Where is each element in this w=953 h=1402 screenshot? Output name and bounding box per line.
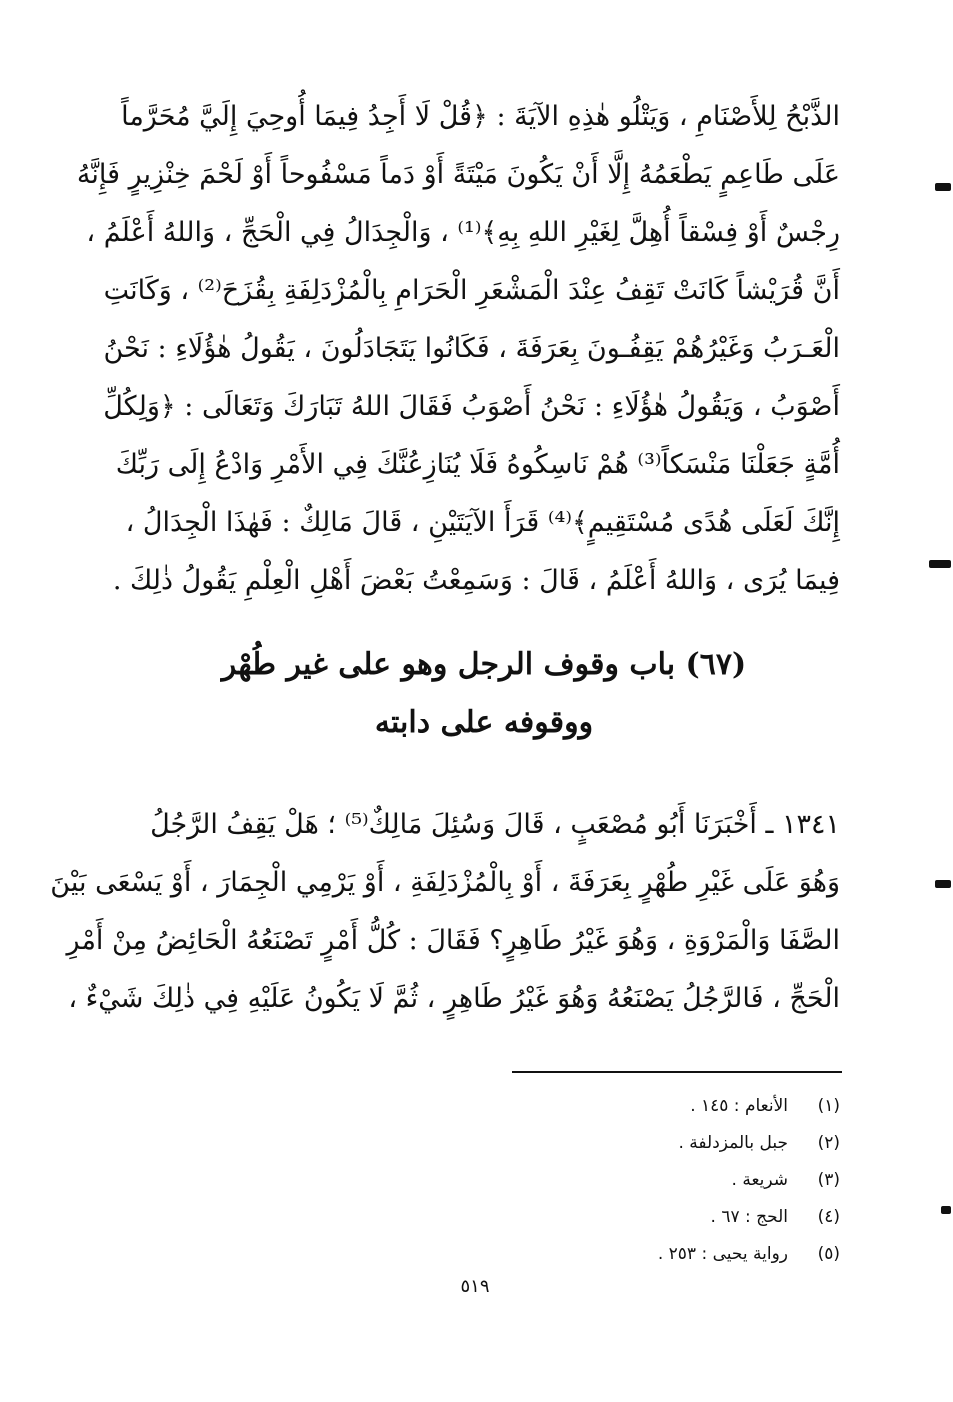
chapter-heading-line-1: (٦٧) باب وقوف الرجل وهو على غير طُهْر bbox=[221, 647, 747, 682]
text-line: أَنَّ قُرَيْشاً كَانَتْ تَقِفُ عِنْدَ الْمَشْعَرِ الْحَرَامِ بِالْمُزْدَلِفَةِ بِقُزَحَ⁽²⁾ ، وَكَانَتِ bbox=[103, 275, 840, 306]
footnote-number: (١) bbox=[817, 1096, 840, 1116]
scan-edge-mark bbox=[935, 880, 951, 888]
footnote-number: (٥) bbox=[817, 1244, 840, 1264]
page-number: ٥١٩ bbox=[460, 1276, 490, 1297]
footnote-number: (٢) bbox=[817, 1133, 840, 1153]
text-line: الصَّفَا وَالْمَرْوَةِ ، وَهُوَ غَيْرُ طَاهِرٍ؟ فَقَالَ : كُلُّ أَمْرٍ تَصْنَعُهُ الْحَائِضُ مِنْ أَمْرِ bbox=[66, 925, 840, 956]
footnote-item bbox=[400, 1162, 840, 1199]
text-line: فِيمَا يُرَى ، وَاللهُ أَعْلَمُ ، قَالَ : وَسَمِعْتُ بَعْضَ أَهْلِ الْعِلْمِ يَقُولُ ذٰلِكَ . bbox=[112, 565, 840, 596]
footnote-number: (٤) bbox=[817, 1207, 840, 1227]
chapter-heading bbox=[128, 636, 840, 752]
text-line: الْعَـرَبُ وَغَيْرُهُمْ يَقِفُـونَ بِعَرَفَةَ ، فَكَانُوا يَتَجَادَلُونَ ، يَقُولُ هٰؤُلَاءِ : نَحْنُ bbox=[103, 333, 840, 364]
footnote-number: (٣) bbox=[817, 1170, 840, 1190]
top-paragraph bbox=[76, 88, 840, 610]
footnote-text: رواية يحيى : ٢٥٣ . bbox=[657, 1244, 788, 1264]
footnote-item bbox=[400, 1125, 840, 1162]
footnote-item bbox=[400, 1199, 840, 1236]
text-line: أَصْوَبُ ، وَيَقُولُ هٰؤُلَاءِ : نَحْنُ أَصْوَبُ فَقَالَ اللهُ تَبَارَكَ وَتَعَالَى : ﴿وَلِكُلِّ bbox=[103, 391, 840, 422]
footnote-divider bbox=[512, 1071, 842, 1073]
footnote-item bbox=[400, 1236, 840, 1273]
chapter-heading-line-2: ووقوفه على دابته bbox=[374, 705, 594, 740]
footnote-item bbox=[400, 1088, 840, 1125]
scan-edge-mark bbox=[929, 560, 951, 568]
footnote-text: الحج : ٦٧ . bbox=[710, 1207, 788, 1227]
text-line: عَلَى طَاعِمٍ يَطْعَمُهُ إِلَّا أَنْ يَكُونَ مَيْتَةً أَوْ دَماً مَسْفُوحاً أَوْ لَحْمَ خِنْزِيرٍ فَإِنَّهُ bbox=[76, 159, 840, 190]
footnotes bbox=[400, 1088, 840, 1273]
text-line: إِنَّكَ لَعَلَى هُدًى مُسْتَقِيمٍ﴾⁽⁴⁾ قَرَأَ الآيَتَيْنِ ، قَالَ مَالِكٌ : فَهٰذَا الْجِدَالُ ، bbox=[125, 507, 840, 538]
footnote-text: شريعة . bbox=[731, 1170, 788, 1190]
footnote-text: الأنعام : ١٤٥ . bbox=[690, 1096, 788, 1116]
scan-edge-mark bbox=[935, 183, 951, 191]
text-line: الْحَجِّ ، فَالرَّجُلُ يَصْنَعُهُ وَهُوَ غَيْرُ طَاهِرٍ ، ثُمَّ لَا يَكُونُ عَلَيْهِ فِي ذٰلِكَ شَيْءٌ ، bbox=[68, 983, 840, 1014]
hadith-paragraph bbox=[50, 796, 840, 1028]
text-line: ١٣٤١ ـ أَخْبَرَنَا أَبُو مُصْعَبٍ ، قَالَ وَسُئِلَ مَالِكٌ⁽⁵⁾ ؛ هَلْ يَقِفُ الرَّجُلُ bbox=[150, 809, 840, 840]
text-line: وَهُوَ عَلَى غَيْرِ طُهْرٍ بِعَرَفَةَ ، أَوْ بِالْمُزْدَلِفَةِ ، أَوْ يَرْمِي الْجِمَارَ ، أَوْ يَسْعَى بَيْنَ bbox=[50, 867, 840, 898]
footnote-text: جبل بالمزدلفة . bbox=[678, 1133, 788, 1153]
text-line: أُمَّةٍ جَعَلْنَا مَنْسَكاً⁽³⁾ هُمْ نَاسِكُوهُ فَلَا يُنَازِعُنَّكَ فِي الأَمْرِ وَادْعُ إِلَى رَبِّكَ bbox=[115, 449, 840, 480]
text-line: الذَّبْحُ لِلأَصْنَامِ ، وَيَتْلُو هٰذِهِ الآيَةَ : ﴿قُلْ لَا أَجِدُ فِيمَا أُوحِيَ إِلَيَّ مُحَرَّماً bbox=[121, 101, 840, 132]
text-line: رِجْسٌ أَوْ فِسْقاً أُهِلَّ لِغَيْرِ اللهِ بِهِ﴾⁽¹⁾ ، وَالْجِدَالُ فِي الْحَجِّ ، وَاللهُ أَعْلَمُ ، bbox=[86, 217, 840, 248]
scan-edge-mark bbox=[941, 1206, 951, 1214]
